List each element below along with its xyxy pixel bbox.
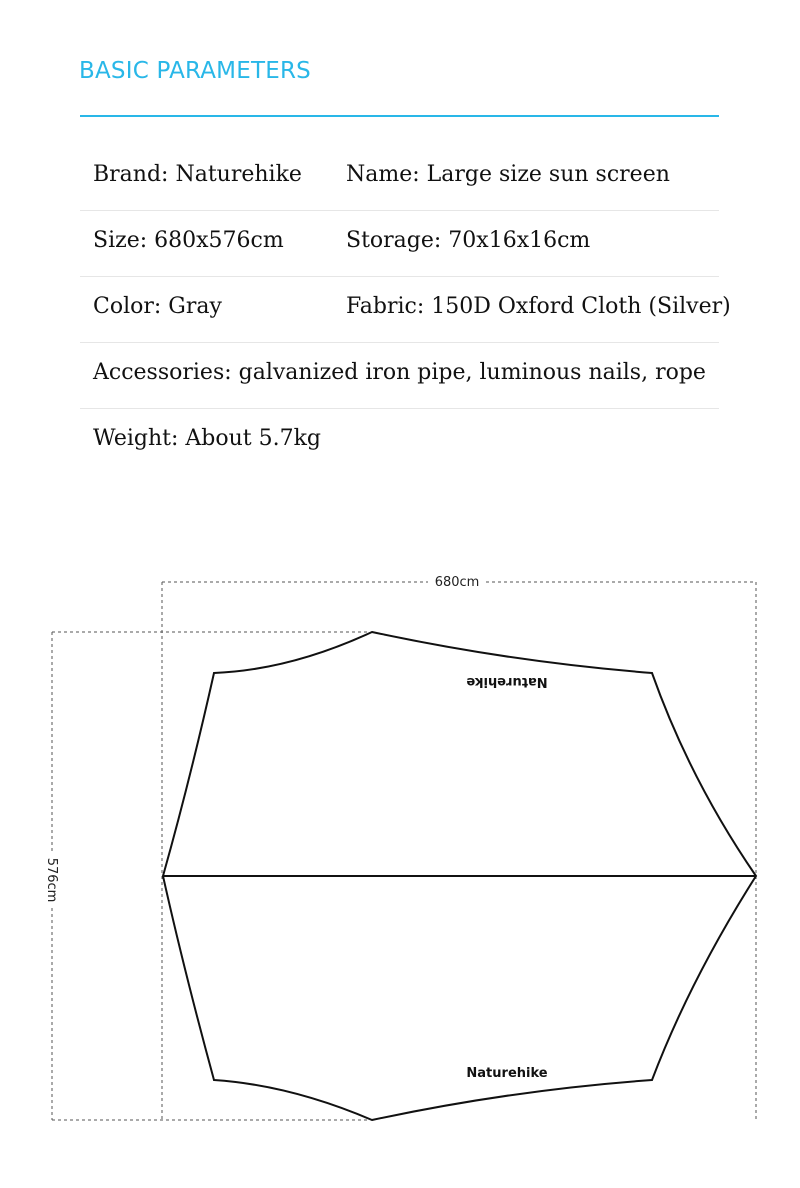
brand-logo-top: Naturehike xyxy=(466,674,548,689)
param-accessories: Accessories: galvanized iron pipe, luminous nails, rope xyxy=(93,360,706,385)
brand-logo-bottom: Naturehike xyxy=(466,1066,548,1081)
param-name: Name: Large size sun screen xyxy=(346,162,670,187)
section-title: BASIC PARAMETERS xyxy=(79,58,311,84)
parameter-row-size-storage xyxy=(80,211,719,277)
parameter-row-color-fabric xyxy=(80,277,731,343)
parameter-row-weight xyxy=(80,409,719,474)
parameter-row-accessories xyxy=(80,343,719,409)
param-color: Color: Gray xyxy=(93,294,222,319)
param-fabric: Fabric: 150D Oxford Cloth (Silver) xyxy=(346,294,731,319)
param-brand: Brand: Naturehike xyxy=(93,162,302,187)
param-storage: Storage: 70x16x16cm xyxy=(346,228,591,253)
title-divider xyxy=(80,115,719,117)
param-size: Size: 680x576cm xyxy=(93,228,284,253)
dimension-guides xyxy=(52,582,756,1120)
height-label: 576cm xyxy=(44,857,59,903)
parameters-table xyxy=(80,145,731,474)
width-label: 680cm xyxy=(434,575,480,590)
param-weight: Weight: About 5.7kg xyxy=(93,426,321,451)
parameter-row-brand-name xyxy=(80,145,719,211)
tarp-dimension-diagram xyxy=(0,560,800,1140)
